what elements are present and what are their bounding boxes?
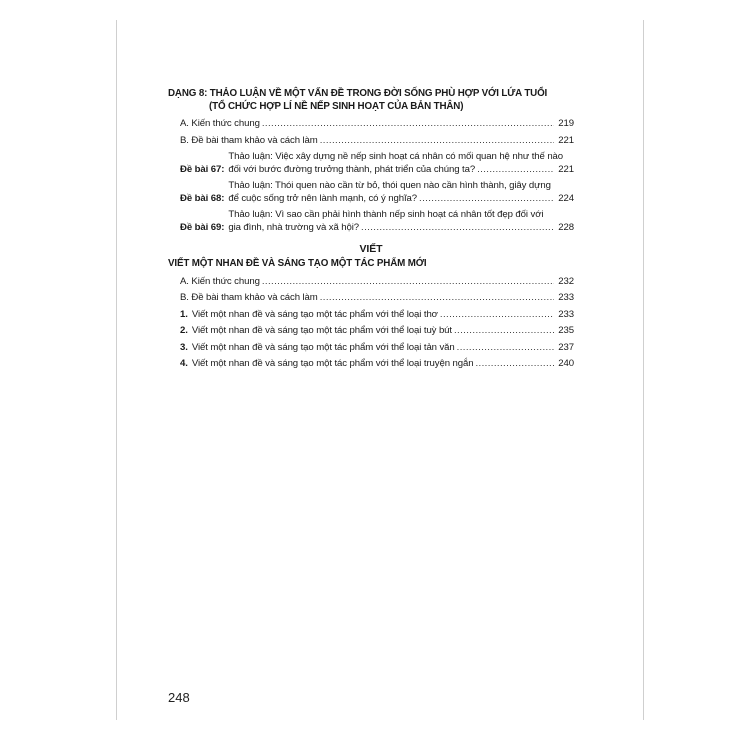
leader-dots: [262, 118, 554, 131]
section-title-viet: VIẾT MỘT NHAN ĐỀ VÀ SÁNG TẠO MỘT TÁC PHẨM MỚI: [168, 258, 427, 269]
toc-entry: [168, 118, 574, 131]
toc-de-bai-67: [168, 151, 574, 176]
toc-entry-text: A. Kiến thức chung: [180, 118, 260, 129]
leader-dots: [419, 193, 554, 206]
toc-entry-text: Viết một nhan đề và sáng tạo một tác phẩm với thể loại truyện ngắn: [191, 358, 474, 369]
entry-number: 3.: [180, 341, 188, 353]
toc-entry-page: 221: [558, 163, 574, 175]
toc-entry: [168, 135, 574, 148]
toc-entry: [168, 276, 574, 289]
toc-entry-page: 224: [558, 192, 574, 204]
toc-entry-page: 240: [558, 358, 574, 369]
toc-entry-page: 232: [558, 275, 574, 287]
toc-entry-page: 219: [558, 118, 574, 129]
section-title-line1: DẠNG 8: THẢO LUẬN VỀ MỘT VẤN ĐỀ TRONG ĐỜI SỐNG PHÙ HỢP VỚI LỨA TUỔI: [168, 88, 548, 99]
entry-number: 1.: [180, 308, 188, 320]
toc-numbered-entry: [168, 342, 574, 355]
leader-dots: [320, 135, 554, 148]
de-bai-line1: Thảo luận: Vì sao cần phải hình thành nếp sinh hoạt cá nhân tốt đẹp đối với: [228, 209, 544, 220]
toc-entry: [168, 292, 574, 305]
de-bai-line1: Thảo luận: Việc xây dựng nề nếp sinh hoạt cá nhân có mối quan hệ như thế nào: [228, 151, 564, 162]
toc-entry-page: 237: [558, 341, 574, 353]
de-bai-label: Đề bài 68:: [180, 192, 225, 204]
de-bai-label: Đề bài 69:: [180, 221, 225, 233]
toc-numbered-entry: [168, 309, 574, 322]
toc-entry-page: 233: [558, 308, 574, 320]
toc-numbered-entry: [168, 325, 574, 338]
entry-number: 4.: [180, 358, 188, 369]
toc-entry-page: 235: [558, 325, 574, 336]
toc-entry-text: B. Đề bài tham khảo và cách làm: [180, 134, 318, 146]
toc-numbered-entry: [168, 358, 574, 371]
leader-dots: [457, 342, 554, 355]
toc-entry-page: 228: [558, 221, 574, 233]
leader-dots: [361, 222, 554, 235]
de-bai-line1: Thảo luận: Thói quen nào cần từ bỏ, thói quen nào cần hình thành, giây dựng: [228, 180, 551, 191]
toc-de-bai-68: [168, 180, 574, 205]
de-bai-line2: đối với bước đường trưởng thành, phát triển của chúng ta?: [228, 163, 476, 175]
leader-dots: [262, 276, 554, 289]
de-bai-line2: gia đình, nhà trường và xã hội?: [228, 221, 360, 233]
section-title-dang8: [168, 88, 574, 113]
section-heading-viet: VIẾT: [359, 243, 383, 255]
de-bai-label: Đề bài 67:: [180, 163, 225, 175]
section-title-line2: (TỔ CHỨC HỢP LÍ NỀ NẾP SINH HOẠT CỦA BẢN THÂN): [209, 100, 464, 112]
toc-entry-text: Viết một nhan đề và sáng tạo một tác phẩm với thể loại tuỳ bút: [191, 325, 452, 336]
toc-entry-text: A. Kiến thức chung: [180, 275, 260, 287]
table-of-contents: [168, 88, 574, 371]
de-bai-line2: để cuộc sống trở nên lành mạnh, có ý nghĩa?: [228, 192, 417, 204]
toc-entry-page: 221: [558, 134, 574, 146]
page-number: 248: [168, 690, 190, 705]
toc-entry-text: B. Đề bài tham khảo và cách làm: [180, 292, 318, 303]
toc-de-bai-69: [168, 209, 574, 234]
leader-dots: [477, 164, 554, 177]
leader-dots: [320, 292, 554, 305]
leader-dots: [475, 358, 554, 371]
entry-number: 2.: [180, 325, 188, 336]
toc-entry-text: Viết một nhan đề và sáng tạo một tác phẩm với thể loại tản văn: [191, 341, 455, 353]
leader-dots: [454, 325, 554, 338]
toc-entry-page: 233: [558, 292, 574, 303]
leader-dots: [440, 309, 554, 322]
toc-entry-text: Viết một nhan đề và sáng tạo một tác phẩm với thể loại thơ: [191, 308, 438, 320]
